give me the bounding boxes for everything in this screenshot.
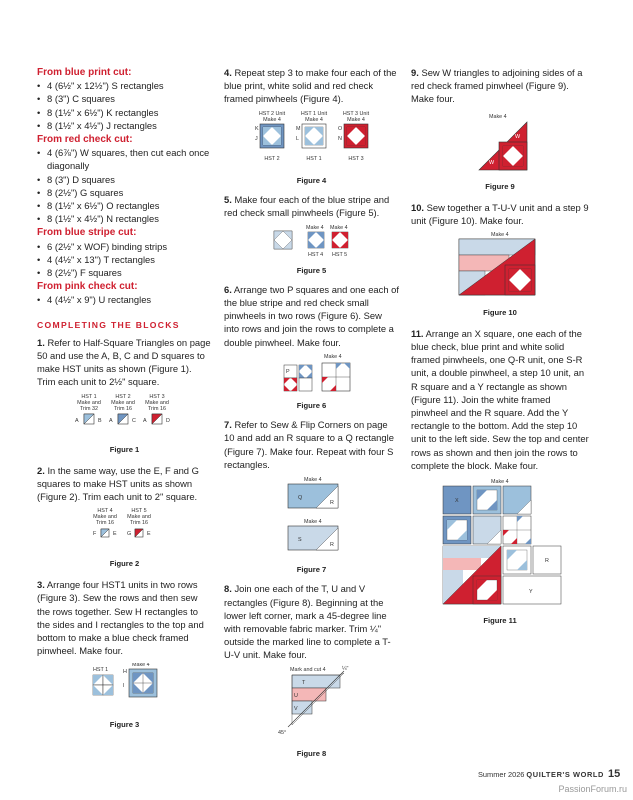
figure-8-caption: Figure 8	[296, 748, 327, 758]
step-number: 6.	[224, 283, 232, 295]
step-6	[224, 283, 399, 349]
fig11-r-label: R	[545, 558, 549, 565]
step-3	[37, 578, 212, 657]
fig1-letter-b: B	[98, 417, 102, 424]
figure-3	[37, 663, 212, 730]
column-3	[411, 66, 589, 627]
fig2-letter-g: G	[127, 530, 132, 537]
fig4-u1-line2: Make 4	[263, 116, 281, 123]
magazine-title: QUILTER'S WORLD	[526, 770, 604, 779]
fig4-letter-o: O	[338, 125, 343, 132]
fig1-hst2-line3: Trim 16	[113, 405, 133, 412]
fig8-label: Mark and cut 4	[290, 666, 326, 673]
fig4-b2: HST 1	[306, 155, 322, 162]
list-item: • 4 (4½" x 13") T rectangles	[37, 253, 212, 266]
fig1-letter-a3: A	[143, 417, 147, 424]
fig1-hst1-line3: Trim 32	[79, 405, 99, 412]
fig8-u-label: U	[294, 692, 298, 699]
figure-11-drawing	[411, 478, 589, 608]
fig4-letter-k: K	[255, 125, 259, 132]
fig9-w-label-2: W	[489, 159, 495, 166]
heading-blue-stripe: From blue stripe cut:	[37, 227, 137, 239]
fig8-v-label: V	[294, 705, 298, 712]
figure-4-caption: Figure 4	[296, 175, 327, 185]
fig4-u1-line1: HST 2 Unit	[258, 110, 286, 117]
figure-6-drawing	[224, 353, 399, 393]
fig6-make: Make 4	[324, 353, 342, 360]
step-10	[411, 201, 589, 227]
figure-1	[37, 393, 212, 456]
step-text: Arrange four HST1 units in two rows (Figure 3). Sew the rows and then sew the rows together. Sew H rectangles to the sides and I rectangles to the top and bottom to make a blue check framed pinwheel. Make four.	[37, 579, 204, 657]
fig11-y-label: Y	[529, 589, 533, 596]
list-item: • 8 (1½" x 4½") N rectangles	[37, 212, 212, 225]
step-text: Make four each of the blue stripe and red check small pinwheels (Figure 5).	[224, 194, 390, 219]
fig8-t-label: T	[302, 679, 306, 686]
list-pink-check	[37, 293, 212, 306]
figure-9	[411, 112, 589, 193]
fig4-letter-l: L	[296, 135, 299, 142]
fig2-hst5-line3: Trim 16	[129, 519, 149, 526]
list-item: • 4 (6⅞") W squares, then cut each once diagonally	[37, 146, 212, 172]
figure-2-drawing	[37, 507, 212, 551]
figure-6	[224, 353, 399, 412]
fig11-u	[443, 558, 481, 570]
list-item: • 8 (2½") G squares	[37, 186, 212, 199]
list-red-check	[37, 146, 212, 225]
fig2-hst5-line2: Make and	[127, 513, 151, 520]
fig11-make: Make 4	[491, 479, 509, 486]
step-text: Join one each of the T, U and V rectangles (Figure 8). Beginning at the lower left corner, mark a 45-degree line with removable fabric marker. Trim ¼" outside the marked line to complete a T-U-V unit. Make four.	[224, 583, 391, 661]
figure-2	[37, 507, 212, 570]
step-text: Sew together a T-U-V unit and a step 9 unit (Figure 10). Make four.	[411, 202, 589, 227]
fig1-letter-a: A	[75, 417, 79, 424]
column-2	[224, 66, 399, 760]
step-1	[37, 336, 212, 389]
figure-3-drawing	[37, 663, 212, 711]
fig7-q-label: Q	[298, 495, 303, 502]
fig5-make-2: Make 4	[330, 225, 348, 232]
step-text: Refer to Sew & Flip Corners on page 10 and add an R square to a Q rectangle (Figure 7). Make four. Repeat with four S rectangles.	[224, 419, 394, 470]
list-item: • 8 (1½" x 4½") J rectangles	[37, 119, 212, 132]
step-number: 3.	[37, 579, 45, 591]
step-8	[224, 582, 399, 661]
fig4-letter-j: J	[255, 135, 258, 142]
fig7-make-1: Make 4	[304, 477, 322, 484]
figure-5-drawing	[224, 223, 399, 257]
figure-11-caption: Figure 11	[483, 616, 517, 626]
figure-5-caption: Figure 5	[296, 265, 327, 275]
figure-10-drawing	[411, 231, 589, 299]
page-number: 15	[607, 768, 621, 780]
figure-1-drawing	[37, 393, 212, 437]
step-number: 4.	[224, 67, 232, 78]
figure-6-caption: Figure 6	[296, 401, 327, 411]
list-item: • 6 (2½" x WOF) binding strips	[37, 240, 212, 253]
fig1-letter-a2: A	[109, 417, 113, 424]
fig4-unit-red	[344, 124, 368, 148]
heading-blue-print: From blue print cut:	[37, 67, 132, 78]
watermark: PassionForum.ru	[558, 784, 627, 794]
fig1-hst2-line1: HST 2	[115, 393, 131, 400]
figure-11	[411, 478, 589, 627]
fig8-quarter: ¼"	[342, 665, 349, 672]
fig10-make: Make 4	[491, 232, 509, 239]
list-blue-print	[37, 79, 212, 132]
fig1-hst1-line2: Make and	[77, 399, 101, 406]
step-5	[224, 193, 399, 219]
fig9-w-label: W	[515, 133, 521, 140]
fig1-hst1-line1: HST 1	[81, 393, 97, 400]
list-item: • 8 (3") D squares	[37, 173, 212, 186]
fig7-make-2: Make 4	[304, 519, 322, 526]
step-number: 2.	[37, 465, 45, 477]
fig1-hst3-line1: HST 3	[149, 393, 165, 400]
figure-10	[411, 231, 589, 318]
heading-red-check: From red check cut:	[37, 134, 133, 146]
step-11	[411, 327, 589, 472]
step-number: 5.	[224, 194, 232, 206]
fig2-letter-e: E	[113, 530, 117, 537]
figure-10-caption: Figure 10	[483, 307, 517, 317]
figure-7	[224, 475, 399, 576]
list-item: • 8 (3") C squares	[37, 92, 212, 105]
fig6-p-label: P	[286, 368, 290, 375]
figure-5	[224, 223, 399, 276]
figure-8-drawing	[224, 665, 399, 741]
fig4-letter-m: M	[296, 125, 301, 132]
fig7-s-label: S	[298, 537, 302, 544]
fig2-hst4-line2: Make and	[93, 513, 117, 520]
fig2-hst5-line1: HST 5	[131, 507, 147, 514]
list-item: • 8 (1½" x 6½") O rectangles	[37, 199, 212, 212]
fig3-h-label: H	[123, 669, 127, 676]
fig8-degree: 45°	[278, 729, 287, 736]
figure-1-caption: Figure 1	[109, 444, 140, 454]
step-7	[224, 418, 399, 471]
fig4-u3-line1: HST 3 Unit	[342, 110, 370, 117]
figure-7-caption: Figure 7	[296, 565, 327, 575]
step-number: 9.	[411, 67, 419, 78]
step-text: Refer to Half-Square Triangles on page 50 and use the A, B, C and D squares to make HST units as shown (Figure 1). Trim each unit to 2½" square.	[37, 336, 211, 388]
fig4-b3: HST 3	[348, 155, 364, 162]
fig3-i-label: I	[123, 683, 125, 690]
fig1-hst2-line2: Make and	[111, 399, 135, 406]
fig8-t-rect	[292, 675, 340, 688]
fig7-r-label-2: R	[330, 542, 334, 549]
fig9-make: Make 4	[489, 113, 507, 120]
step-text: Arrange an X square, one each of the blue check, blue print and white solid framed pinwheels, one Q-R unit, one S-R unit, a double pinwheel, a step 10 unit, an R square and a Y rectangle as shown (Figure 11). Join the white framed pinwheel and the R square. Add the Y rectangle to the bottom. Add the step 10 unit to the left side. Sew the top and center rows as shown and then join the rows to complete the block. Make four.	[411, 327, 589, 471]
issue-label: Summer 2026	[478, 770, 525, 779]
step-number: 10.	[411, 202, 425, 214]
fig3-make-label: Make 4	[132, 663, 150, 669]
figure-9-caption: Figure 9	[485, 181, 515, 191]
fig3-hst1-label: HST 1	[93, 667, 109, 674]
fig2-letter-e2: E	[147, 530, 151, 537]
figure-2-caption: Figure 2	[109, 558, 140, 568]
step-text: In the same way, use the E, F and G squares to make HST units as shown (Figure 2). Trim each unit to 2" square.	[37, 465, 199, 503]
list-item: • 4 (6½" x 12½") S rectangles	[37, 79, 212, 92]
fig4-letter-n: N	[338, 135, 342, 142]
section-title: COMPLETING THE BLOCKS	[37, 319, 180, 330]
list-item: • 4 (4½" x 9") U rectangles	[37, 293, 212, 306]
fig4-u2-line2: Make 4	[305, 116, 323, 123]
step-2	[37, 464, 212, 504]
fig1-letter-d: D	[166, 417, 170, 424]
fig1-letter-c: C	[132, 417, 136, 424]
step-number: 8.	[224, 583, 232, 595]
heading-pink-check: From pink check cut:	[37, 281, 138, 293]
fig11-x-label: X	[455, 498, 459, 505]
column-1	[37, 66, 212, 731]
step-text: Sew W triangles to adjoining sides of a red check framed pinwheel (Figure 9). Make four.	[411, 67, 583, 105]
step-text: Repeat step 3 to make four each of the blue print, white solid and red check framed pinwheels (Figure 4).	[224, 67, 397, 105]
figure-4	[224, 110, 399, 187]
page-footer	[478, 768, 620, 780]
step-4	[224, 66, 399, 106]
figure-7-drawing	[224, 475, 399, 557]
fig1-hst3-line3: Trim 16	[147, 405, 167, 412]
figure-4-drawing	[224, 110, 399, 168]
fig4-b1: HST 2	[264, 155, 280, 162]
figure-8	[224, 665, 399, 760]
fig4-unit-white	[302, 124, 326, 148]
fig2-hst4-line1: HST 4	[97, 507, 113, 514]
step-number: 11.	[411, 327, 424, 339]
fig4-u3-line2: Make 4	[347, 116, 365, 123]
list-item: • 8 (1½" x 6½") K rectangles	[37, 106, 212, 119]
figure-3-caption: Figure 3	[109, 719, 140, 729]
fig4-u2-line1: HST 1 Unit	[300, 110, 328, 117]
fig4-unit-blue-print	[260, 124, 284, 148]
step-text: Arrange two P squares and one each of the blue stripe and red check small pinwheels in two rows (Figure 6). Sew into rows and join the rows to complete a double pinwheel. Make four.	[224, 283, 399, 348]
fig5-make-1: Make 4	[306, 225, 324, 232]
fig2-letter-f: F	[93, 530, 97, 537]
fig7-r-label: R	[330, 500, 334, 507]
fig1-hst3-line2: Make and	[145, 399, 169, 406]
step-number: 7.	[224, 419, 232, 431]
step-9	[411, 66, 589, 106]
step-number: 1.	[37, 336, 45, 348]
list-blue-stripe	[37, 240, 212, 280]
fig6-p-square-2	[299, 378, 312, 391]
fig5-hst5: HST 5	[332, 252, 348, 258]
figure-9-drawing	[411, 112, 589, 174]
fig2-hst4-line3: Trim 16	[95, 519, 115, 526]
list-item: • 8 (2½") F squares	[37, 266, 212, 279]
fig5-hst4: HST 4	[308, 252, 324, 258]
